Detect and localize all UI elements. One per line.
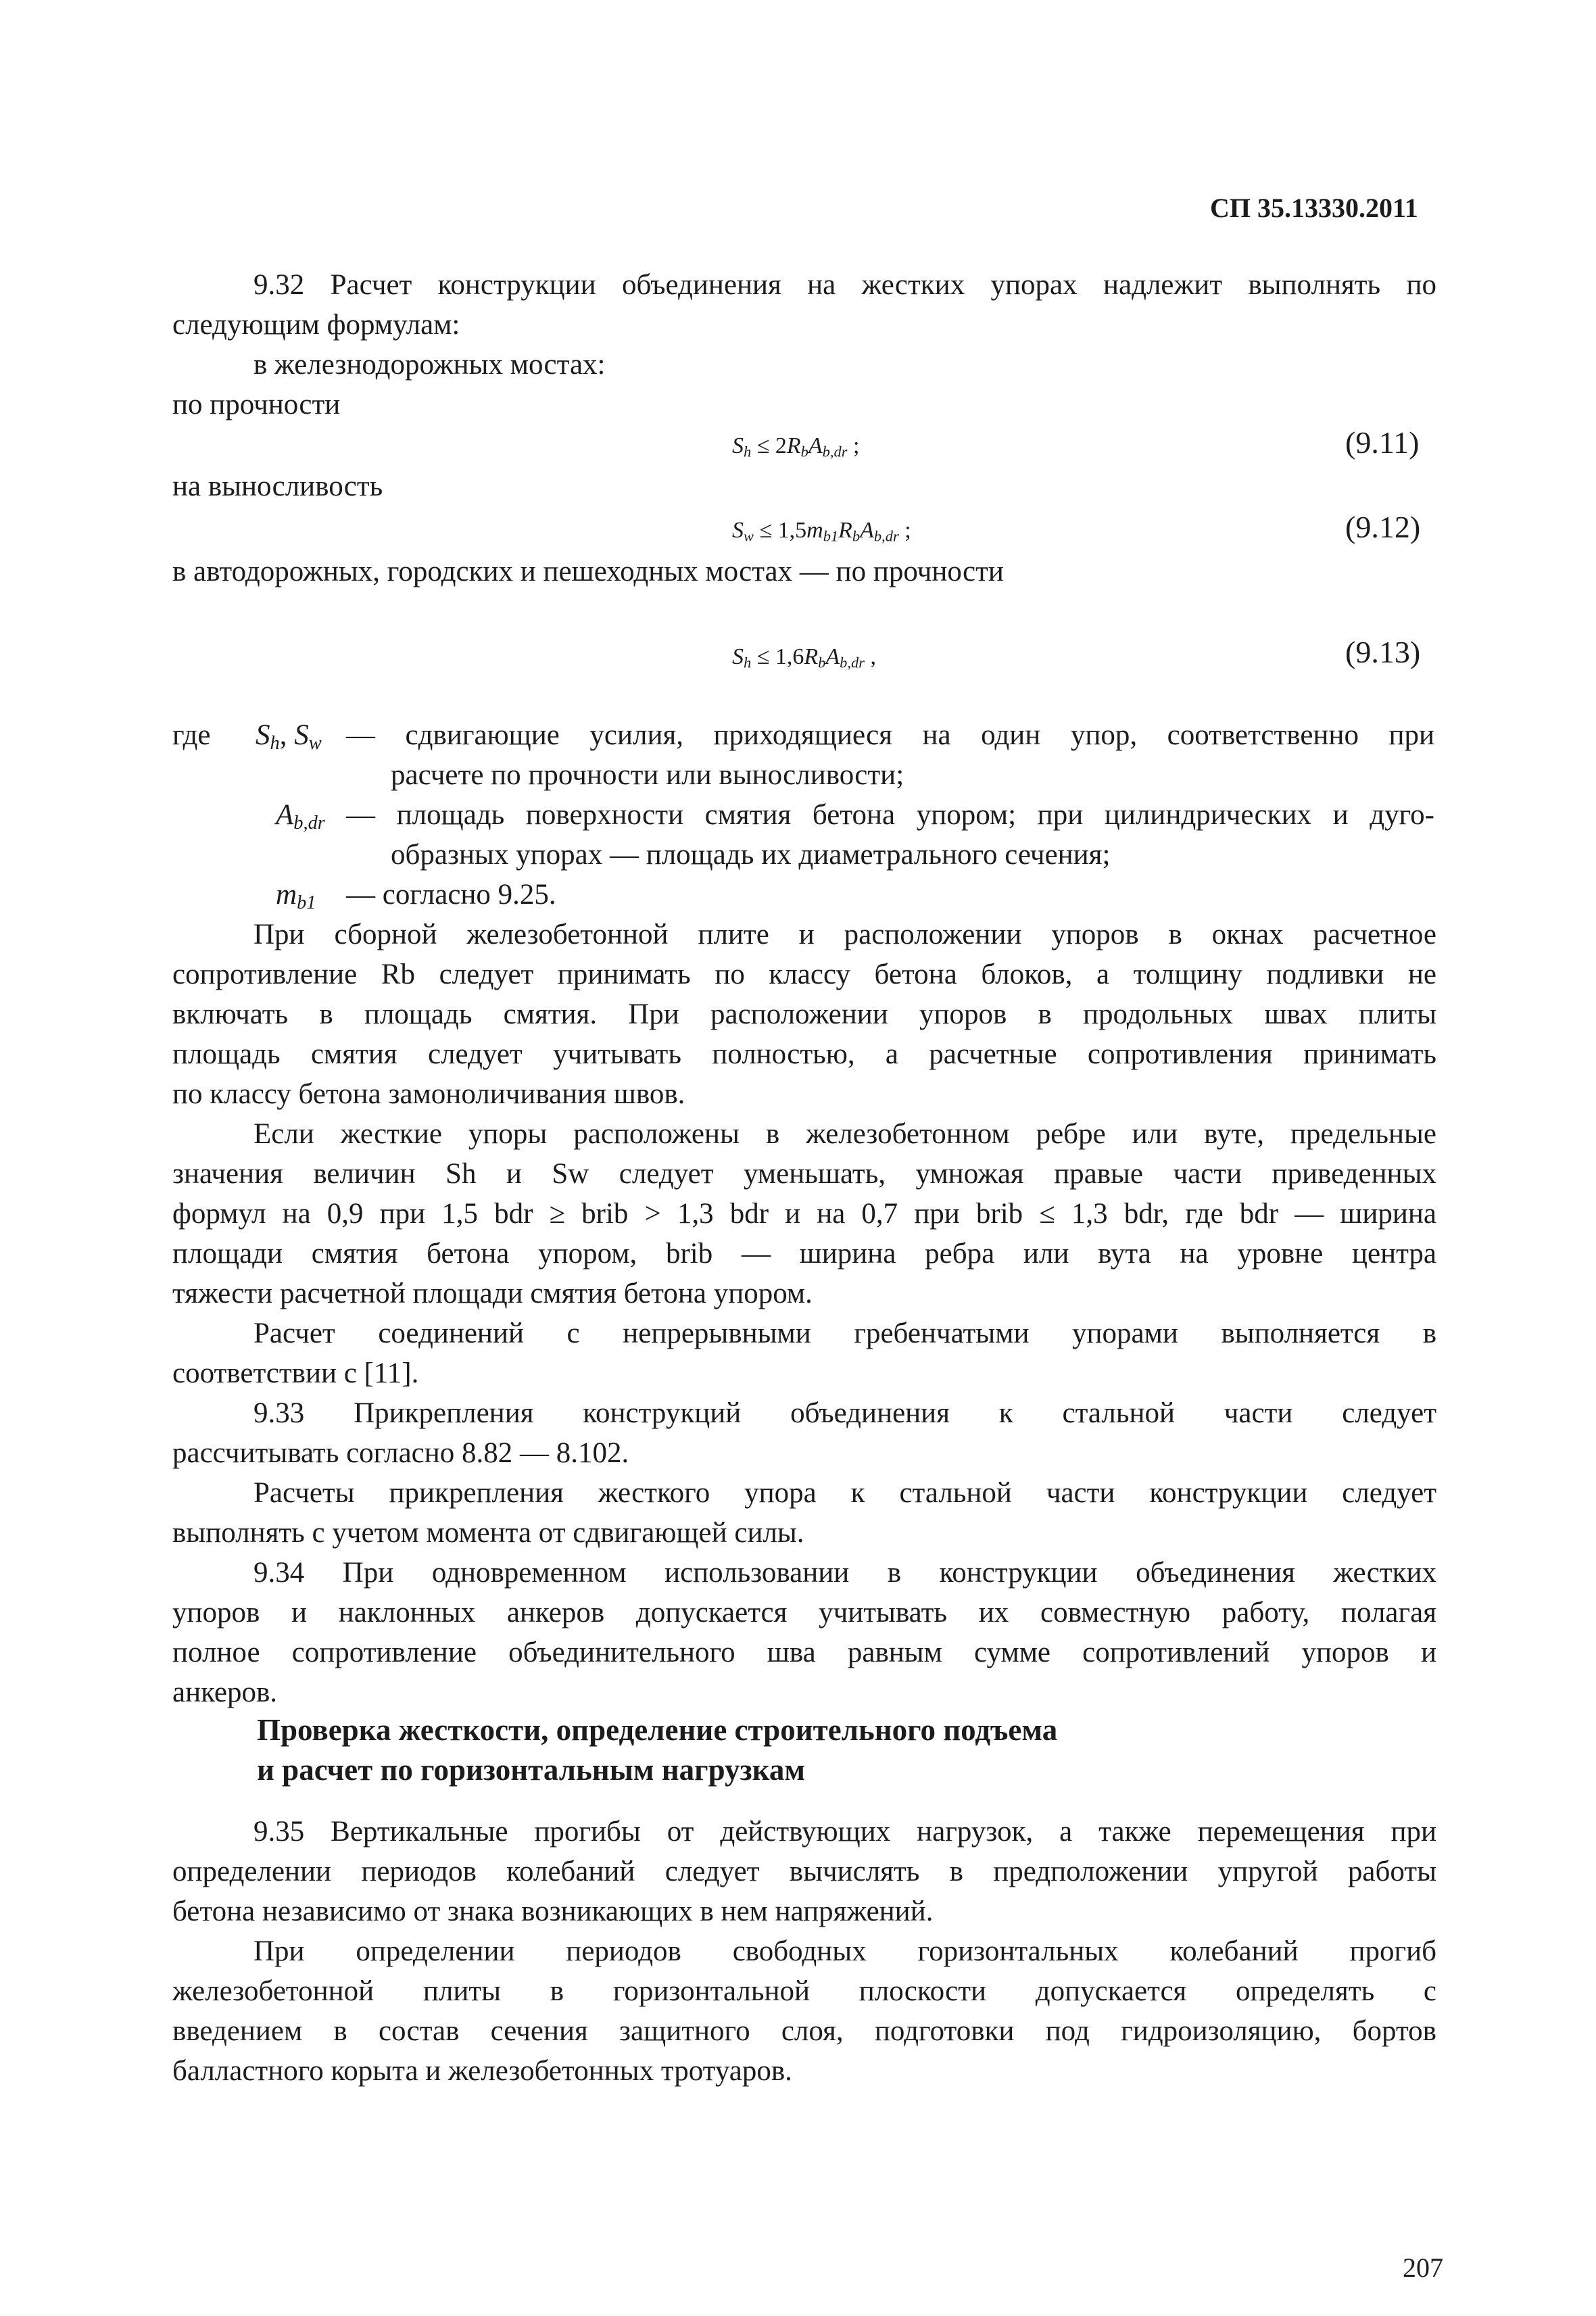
section-heading [257, 1710, 1057, 1790]
paragraph-line: 9.34 При одновременном использовании в конструкции объединения жестких [253, 1557, 1436, 1589]
where-label: где [172, 719, 211, 751]
paragraph-line: площади смятия бетона упором, brib — ширина ребра или вута на уровне центра [172, 1238, 1436, 1270]
section-9-35 [172, 1812, 1436, 2091]
paragraph-line: определении периодов колебаний следует вычислять в предположении упругой работы [172, 1856, 1436, 1887]
paragraph-line: на выносливость [172, 471, 383, 502]
heading-line: Проверка жесткости, определение строительного подъема [257, 1713, 1058, 1747]
paragraph-free-vibration [172, 1931, 1436, 2091]
where-clause [0, 715, 1596, 914]
section-9-32 [172, 265, 1436, 425]
equation-number: (9.12) [1345, 510, 1421, 544]
paragraph-line: тяжести расчетной площади смятия бетона упором. [172, 1278, 813, 1309]
paragraph-line: формул на 0,9 при 1,5 bdr ≥ brib > 1,3 bdr и на 0,7 при brib ≤ 1,3 bdr, где bdr — ширина [172, 1198, 1436, 1230]
paragraph-line: включать в площадь смятия. При расположении упоров в продольных швах плиты [172, 998, 1436, 1030]
paragraph-attach [172, 1473, 1436, 1553]
paragraph-line: площадь смятия следует учитывать полностью, а расчетные сопротивления принимать [172, 1038, 1436, 1070]
paragraph-line: рассчитывать согласно 8.82 — 8.102. [172, 1437, 629, 1469]
paragraph-line: При сборной железобетонной плите и расположении упоров в окнах расчетное [253, 919, 1436, 950]
paragraph-line: 9.32 Расчет конструкции объединения на жестких упорах надлежит выполнять по [253, 269, 1436, 301]
paragraph-line: 9.33 Прикрепления конструкций объединения к стальной части следует [253, 1397, 1436, 1429]
road-bridges-block [172, 552, 1436, 592]
formula-9-12: $S_w \le 1,5m_{b1}R_bA_{b,dr}$ ; [732, 518, 911, 545]
paragraph-line: по классу бетона замоноличивания швов. [172, 1078, 685, 1110]
formula-9-13: $S_h \le 1,6R_bA_{b,dr}$ , [732, 644, 876, 671]
page-number: 207 [1403, 2252, 1443, 2283]
paragraph-line: в железнодорожных мостах: [253, 349, 606, 381]
paragraph-line: балластного корыта и железобетонных тротуаров. [172, 2055, 792, 2087]
paragraph-precast [172, 915, 1436, 1114]
paragraph-line: в автодорожных, городских и пешеходных мостах — по прочности [172, 556, 1004, 587]
paragraph-line: сопротивление Rb следует принимать по классу бетона блоков, а толщину подливки не [172, 959, 1436, 990]
formula-9-11: $S_h \le 2R_bA_{b,dr}$ ; [732, 433, 860, 460]
definition-line: расчете по прочности или выносливости; [391, 759, 904, 791]
paragraph-line: соответствии с [11]. [172, 1357, 419, 1389]
equation-number: (9.13) [1345, 635, 1421, 669]
paragraph-line: по прочности [172, 389, 341, 420]
term-mb1: $m_{b1}$ [276, 879, 316, 914]
paragraph-line: значения величин Sh и Sw следует уменьшать, умножая правые части приведенных [172, 1158, 1436, 1190]
endurance-label-block [172, 466, 1436, 506]
paragraph-9-34 [172, 1553, 1436, 1712]
paragraph-line: железобетонной плиты в горизонтальной плоскости допускается определять с [172, 1975, 1436, 2007]
term-sh-sw: $S_h$, $S_w$ [256, 719, 322, 754]
definition-line: — согласно 9.25. [346, 879, 556, 911]
paragraph-line: следующим формулам: [172, 309, 460, 341]
paragraph-9-33 [172, 1393, 1436, 1473]
paragraph-line: 9.35 Вертикальные прогибы от действующих нагрузок, а также перемещения при [253, 1816, 1436, 1848]
paragraph-line: полное сопротивление объединительного шва равным сумме сопротивлений упоров и [172, 1637, 1436, 1668]
paragraph-line: упоров и наклонных анкеров допускается учитывать их совместную работу, полагая [172, 1597, 1436, 1629]
definition-line: — сдвигающие усилия, приходящиеся на один упор, соответственно при [346, 719, 1434, 751]
paragraph-line: выполнять с учетом момента от сдвигающей силы. [172, 1517, 804, 1549]
paragraph-9-35 [172, 1812, 1436, 1931]
equation-number: (9.11) [1345, 425, 1420, 460]
heading-line: и расчет по горизонтальным нагрузкам [257, 1753, 806, 1787]
term-ab-dr: $A_{b,dr}$ [276, 799, 325, 834]
definition-line: — площадь поверхности смятия бетона упором; при цилиндрических и дуго- [346, 799, 1434, 831]
paragraph-line: Если жесткие упоры расположены в железобетонном ребре или вуте, предельные [253, 1118, 1436, 1150]
paragraph-line: введением в состав сечения защитного слоя, подготовки под гидроизоляцию, бортов [172, 2015, 1436, 2047]
paragraph-rib [172, 1114, 1436, 1313]
paragraph-line: Расчет соединений с непрерывными гребенчатыми упорами выполняется в [253, 1318, 1436, 1349]
definition-line: образных упорах — площадь их диаметрального сечения; [391, 839, 1111, 871]
paragraph-line: бетона независимо от знака возникающих в нем напряжений. [172, 1896, 934, 1927]
paragraph-line: анкеров. [172, 1676, 278, 1708]
body-text [172, 915, 1436, 1712]
document-code: СП 35.13330.2011 [1210, 193, 1418, 223]
paragraph-line: При определении периодов свободных горизонтальных колебаний прогиб [253, 1935, 1436, 1967]
paragraph-comb [172, 1313, 1436, 1393]
paragraph-line: Расчеты прикрепления жесткого упора к стальной части конструкции следует [253, 1477, 1436, 1509]
